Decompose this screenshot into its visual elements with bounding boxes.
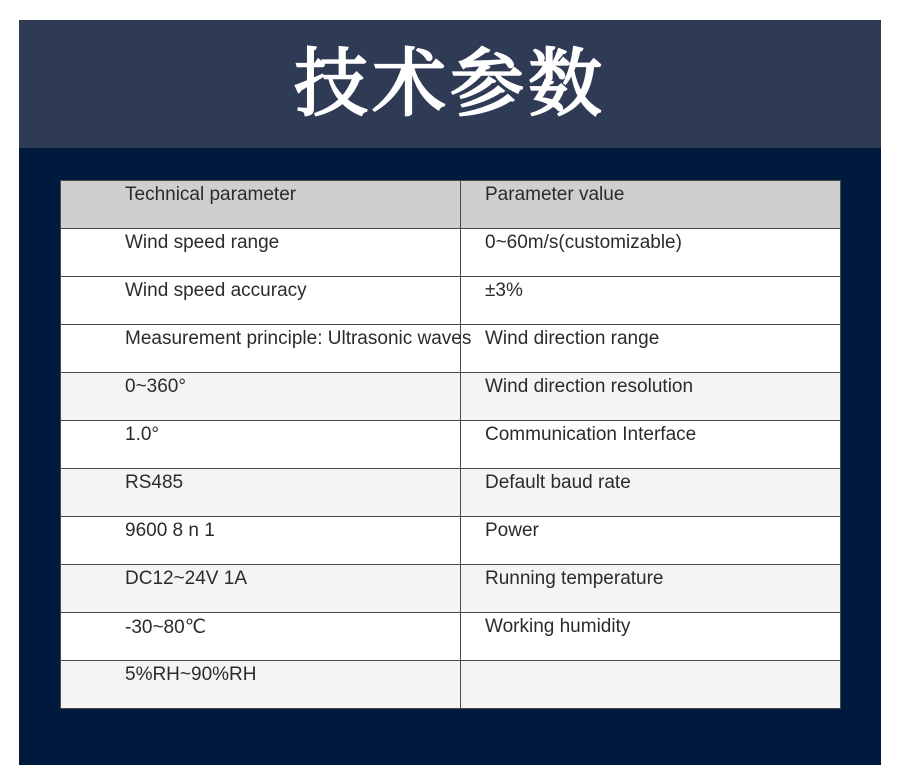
table-cell	[461, 565, 841, 613]
table-cell	[61, 277, 461, 325]
table-cell	[461, 373, 841, 421]
table-row	[61, 517, 841, 565]
table-cell	[61, 613, 461, 661]
table-cell	[461, 325, 841, 373]
table-row	[61, 469, 841, 517]
spec-table	[60, 180, 841, 709]
table-cell	[461, 421, 841, 469]
cell-text: 0~60m/s(customizable)	[485, 232, 682, 253]
column-header-label: Parameter value	[485, 184, 625, 205]
cell-text: Power	[485, 520, 539, 541]
cell-text: DC12~24V 1A	[125, 568, 247, 589]
table-row	[61, 421, 841, 469]
cell-text: Wind speed accuracy	[125, 280, 307, 301]
cell-text: 5%RH~90%RH	[125, 664, 257, 685]
table-cell	[461, 277, 841, 325]
cell-text: Running temperature	[485, 568, 664, 589]
table-header-row	[61, 181, 841, 229]
cell-text: Wind speed range	[125, 232, 280, 253]
table-cell	[61, 517, 461, 565]
cell-text: Measurement principle: Ultrasonic waves	[125, 328, 472, 349]
cell-text: Communication Interface	[485, 424, 697, 445]
table-row	[61, 565, 841, 613]
cell-text: 1.0°	[125, 424, 160, 445]
table-cell	[461, 229, 841, 277]
table-cell	[61, 565, 461, 613]
cell-text	[461, 661, 840, 664]
page-title: 技术参数	[294, 41, 606, 127]
cell-text: 9600 8 n 1	[125, 520, 215, 541]
table-cell	[61, 373, 461, 421]
header-band	[19, 20, 881, 148]
table-cell	[61, 469, 461, 517]
cell-text: Wind direction resolution	[485, 376, 694, 397]
cell-text: 0~360°	[125, 376, 186, 397]
table-cell	[61, 661, 461, 709]
table-cell	[61, 421, 461, 469]
cell-text: Default baud rate	[485, 472, 631, 493]
table-row	[61, 229, 841, 277]
table-row	[61, 373, 841, 421]
table-cell	[461, 517, 841, 565]
table-cell	[461, 469, 841, 517]
table-row	[61, 325, 841, 373]
table-cell	[461, 661, 841, 709]
table-cell	[61, 229, 461, 277]
column-header-parameter	[61, 181, 461, 229]
table-cell	[61, 325, 472, 373]
column-header-value	[461, 181, 841, 229]
table-row	[61, 661, 841, 709]
cell-text: -30~80℃	[125, 617, 207, 638]
cell-text: ±3%	[485, 280, 523, 301]
spec-panel	[19, 20, 881, 765]
cell-text: Working humidity	[485, 616, 631, 637]
table-row	[61, 613, 841, 661]
table-row	[61, 277, 841, 325]
table-cell	[461, 613, 841, 661]
cell-text: RS485	[125, 472, 184, 493]
column-header-label: Technical parameter	[125, 184, 297, 205]
spec-table-container	[60, 180, 840, 708]
cell-text: Wind direction range	[485, 328, 660, 349]
